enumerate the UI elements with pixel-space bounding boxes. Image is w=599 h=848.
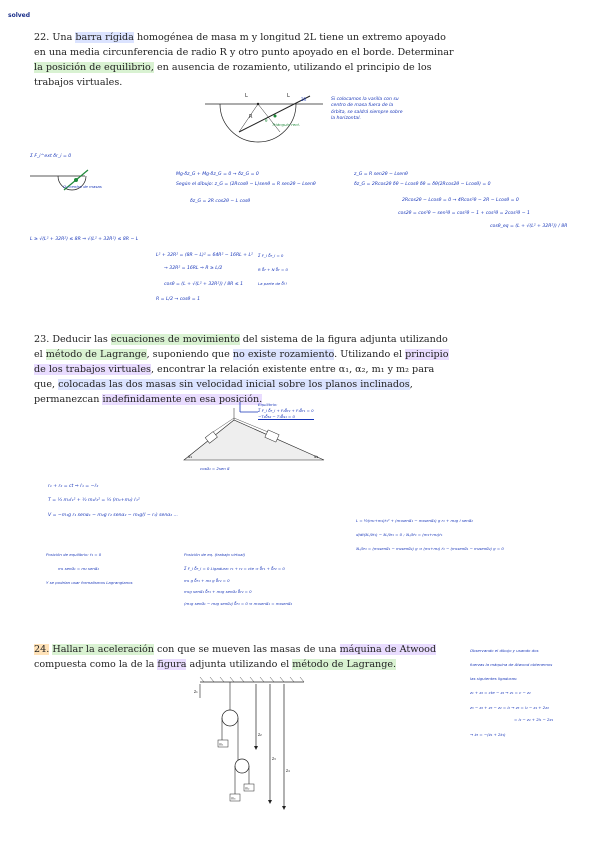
svg-text:α₂: α₂ bbox=[314, 454, 319, 459]
middle-work: L² + 32R² = (8R − L)² = 64R² − 16RL + L² → 32R² = 16RL ⇒ R ≥ L/2 cosθ = (L + √(L² + 32R²)) / 8R ≤ 1 R = L/2 → cosθ = 1 bbox=[156, 253, 253, 303]
work-column-2: z_G = R sen2θ − Lsenθ δz_G = 2Rcos2θ δθ − Lcosθ δθ = δθ(2Rcos2θ − Lcosθ) = 0 2Rcos2θ − Lcosθ = 0 → 4Rcos²θ − 2R − Lcosθ = 0 cos2θ = cos²θ − sen²θ = cos²θ − 1 + cos²θ = 2cos²θ − 1 cosθ_eq = (L + √(L² + 32R²)) / 8R bbox=[354, 172, 568, 229]
centro-note: O=centro de masas bbox=[63, 184, 102, 189]
problem-23-statement: 23. Deducir las ecuaciones de movimiento del sistema de la figura adjunta utilizando el método de Lagrange, suponiendo que no existe rozamiento. Utilizando el principio de los trabajos virtuales, encontrar la relación existente entre α₁, α₂, m₁ y m₂ para que, colocadas las dos masas sin velocidad inicial sobre los planos inclinados, permanezcan indefinidamente en esa posición. bbox=[34, 334, 449, 405]
problem-number: 24. bbox=[34, 644, 50, 655]
highlight: no existe rozamiento bbox=[232, 349, 335, 360]
work-column-1: Mg·δz_G + Mg·δz_G = 0 → δz_G = 0 Según el dibujo: z_G = (2Rcosθ − L)senθ = R sen2θ − Lsenθ δz_G = 2R cos2θ − L cosθ bbox=[176, 172, 316, 204]
equilibrium-box: Equilibrio: Σ F_i δr_i + F₂δr₂ + F₁δr₁ = 0 −T₂δs₂ − T₁δs₁ = 0 bbox=[258, 402, 314, 419]
svg-text:L: L bbox=[245, 93, 248, 99]
z1-label: z₁ bbox=[194, 689, 198, 694]
highlight: la posición de equilibrio, bbox=[34, 62, 154, 73]
highlight: principio de los trabajos virtuales bbox=[34, 349, 449, 375]
problem-number: 22. bbox=[34, 32, 50, 43]
lagrangian-work: L = ½(m₁+m₂)ṙ₁² + (m₁senα₁ − m₂senα₂) g r₁ + m₂g l senα₂ d/dt(∂L/∂ṙ₁) − ∂L/∂r₁ = 0 ; ∂L/∂ṙ₁ = (m₁+m₂)ṙ₁ ∂L/∂r₁ = (m₁senα₁ − m₂senα₂) g ⇒ (m₁+m₂) r̈₁ − (m₁senα₁ − m₂senα₂) g = 0 bbox=[356, 518, 504, 551]
virtual-work-eq: Σ F_i^ext δr_i = 0 bbox=[30, 154, 72, 159]
problem-22-statement: 22. Una barra rígida homogénea de masa m y longitud 2L tiene un extremo apoyado en una media circunferencia de radio R y otro punto apoyado en el borde. Determinar la posición de equilibrio, en ausencia de rozamiento, utilizando el principio de los trabajos virtuales. bbox=[34, 32, 454, 88]
highlight: método de Lagrange bbox=[45, 349, 147, 360]
svg-text:2R: 2R bbox=[301, 97, 307, 102]
m1-label: m₁ bbox=[219, 742, 224, 747]
z4-label: z₄ bbox=[286, 768, 290, 773]
under-figure-note: cosα₁ = 2sen α bbox=[200, 466, 230, 471]
equilibrium-lagrange: Posición de equilibrio: r̈₁ = 0 m₁ senα₁ = m₂ senα₂ Y se podrían usar formalismos Lagrangianos bbox=[46, 552, 133, 585]
m2-label: m₂ bbox=[245, 786, 250, 791]
highlight: barra rígida bbox=[75, 32, 134, 43]
solved-tag: solved bbox=[8, 12, 31, 19]
atwood-notes: Observando el dibujo y usando dos fuerzas la máquina de Atwood obtenemos las siguientes ligaduras: z₁ + z₂ = cte − z₂ → z₁ = c − z₂ z₃ − z₂ + z₃ − z₂ = l₂ → z₃ = l₂ − z₄ + 2z₂ = l₂ − z₄ + 2l₁ − 2z₁ → ż₃ = −(ż₄ + 2ż₁) bbox=[470, 648, 554, 737]
highlight: indefinidamente en esa posición. bbox=[102, 394, 263, 405]
z2-label: z₂ bbox=[258, 732, 262, 737]
m3-label: m₃ bbox=[231, 796, 236, 801]
svg-text:θ: θ bbox=[265, 118, 268, 123]
kinematics-work: r₁ + r₂ = ct ⇒ ṙ₁ = −ṙ₂ T = ½ m₁ṙ₁² + ½ m₂ṙ₂² = ½ (m₁+m₂) ṙ₁² V = −m₁g r₁ senα₁ − m₂g r₂ senα₂ − m₁g(l − r₁) senα₂ ... bbox=[48, 484, 178, 518]
highlight: colocadas las dos masas sin velocidad inicial sobre los planos inclinados bbox=[58, 379, 410, 390]
problem-24-statement: 24. Hallar la aceleración con que se mueven las masas de una máquina de Atwood compuesta como la de la figura adjunta utilizando el método de Lagrange. bbox=[34, 644, 437, 670]
inequality-note: L ≥ √(L² + 32R²) ≤ 8R ⇒ √(L² + 32R²) ≤ 8R − L bbox=[30, 237, 139, 242]
diagram-side-note: Si colocamos la varilla con su centro de masa fuera de la órbita, se saldrá siempre sobre la horizontal. bbox=[331, 97, 403, 122]
triangle-note: Triángulo rect. bbox=[272, 122, 301, 127]
small-bar-figure bbox=[30, 168, 115, 196]
problem-number: 23. bbox=[34, 334, 50, 345]
svg-text:R: R bbox=[249, 114, 253, 120]
highlight: ecuaciones de movimiento bbox=[110, 334, 240, 345]
problem-22-figure bbox=[205, 88, 325, 146]
highlight: figura bbox=[157, 659, 187, 670]
svg-text:α₁: α₁ bbox=[188, 454, 193, 459]
z3-label: z₃ bbox=[272, 756, 276, 761]
right-small-work: Σ F_i δr_i = 0 R δr + N δr = 0 La parte de δ!! bbox=[258, 253, 288, 286]
equilibrium-virtual-work: Posición de eq. (trabajo virtual) Σ F_i δr_i = 0 Ligadura: r₁ + r₂ = cte ⇒ δr₁ + δr₂ = 0 m₁ g δr₁ + m₂ g δr₂ = 0 m₁g senα₁ δr₁ + m₂g senα₂ δr₂ = 0 (m₁g senα₁ − m₂g senα₂) δr₁ = 0 ⇔ m₁senα₁ = m₂senα₂ bbox=[184, 552, 293, 607]
highlight: máquina de Atwood bbox=[339, 644, 437, 655]
atwood-figure bbox=[194, 676, 310, 816]
svg-text:L: L bbox=[287, 93, 290, 99]
highlight: Hallar la aceleración bbox=[52, 644, 154, 655]
highlight: método de Lagrange. bbox=[292, 659, 397, 670]
